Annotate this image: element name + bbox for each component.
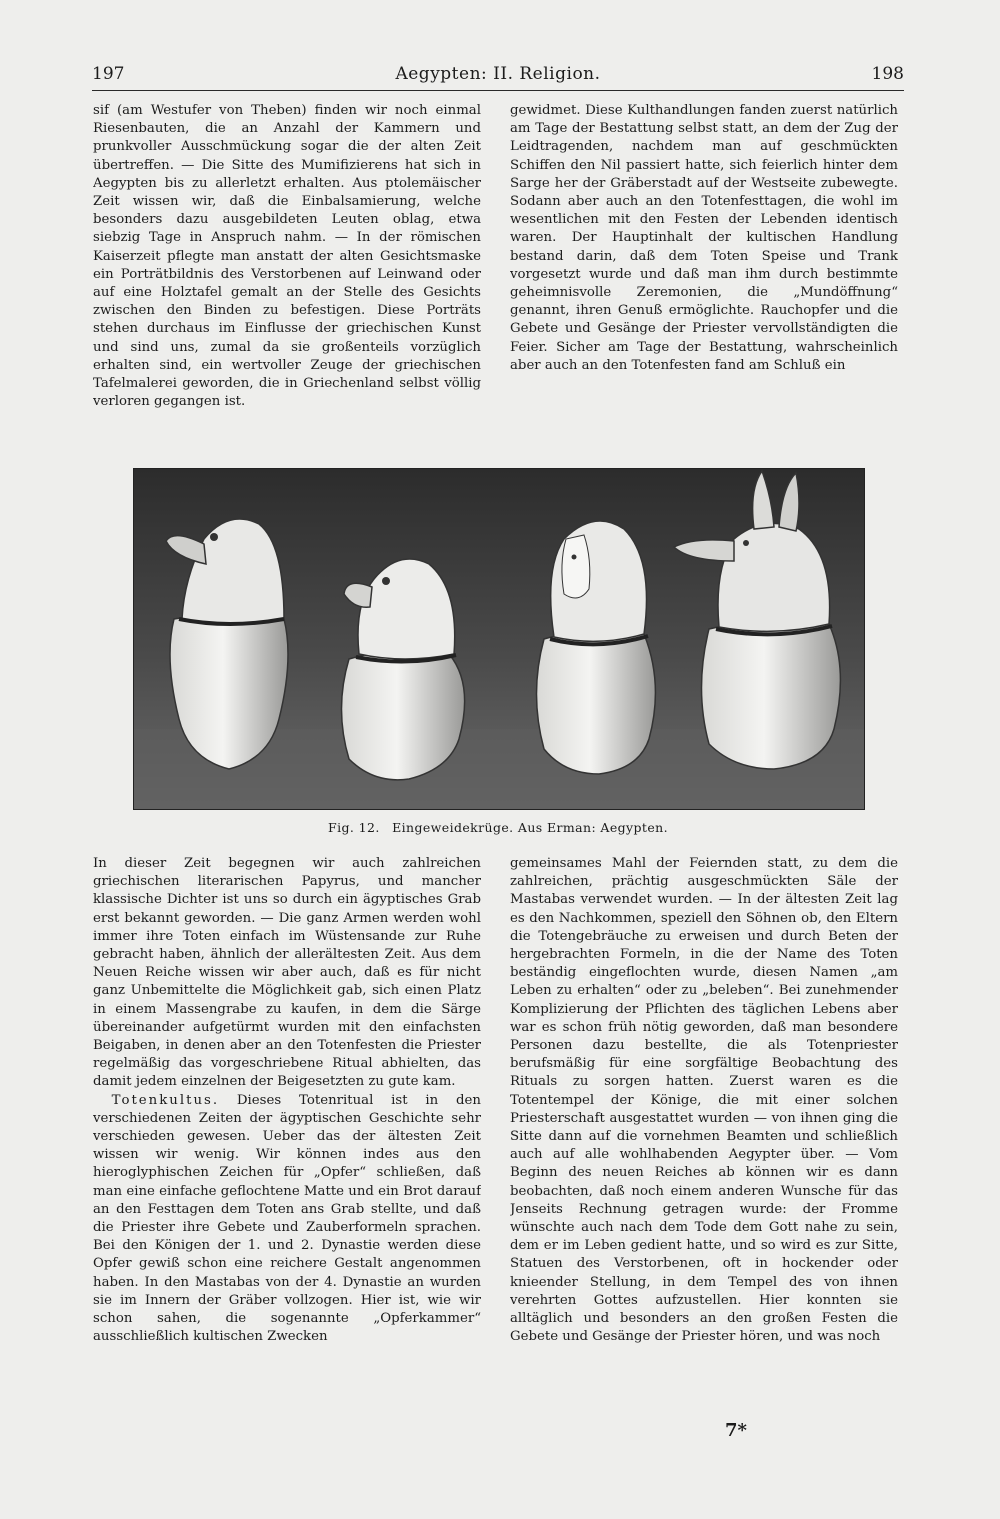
column-top-right <box>510 102 898 448</box>
page-number-left: 197 <box>92 64 125 84</box>
figure-caption <box>133 820 863 835</box>
jar-falcon <box>342 559 465 780</box>
paragraph: In dieser Zeit begegnen wir auch zahlreichen griechischen literarischen Papyrus, und mancher klassische Dichter ist uns so durch ein ägyptisches Grab erst bekannt geworden. — Die ganz Armen werden wohl immer ihre Toten einfach im Wüstensande zur Ruhe gebracht haben, ähnlich der allerältesten Zeit. Aus dem Neuen Reiche wissen wir aber auch, daß es für nicht ganz Unbemittelte die Möglichkeit gab, sich einen Platz in einem Massengrabe zu kaufen, in dem die Särge übereinander aufgetürmt wurden mit den einfachsten Beigaben, in denen aber an den Totenfesten die Priester regelmäßig das vorgeschriebene Ritual abhielten, das damit jedem einzelnen der Beigesetzten zu gute kam. <box>93 856 481 1090</box>
page-header <box>92 62 904 91</box>
running-title: Aegypten: II. Religion. <box>395 64 601 84</box>
canopic-jars-illustration <box>134 469 864 809</box>
column-top-left <box>93 102 481 448</box>
figure-caption-text: Eingeweidekrüge. Aus Erman: Aegypten. <box>392 820 668 835</box>
paragraph: gemeinsames Mahl der Feiernden statt, zu dem die zahlreichen, prächtig ausgeschmückten Säle der Mastabas verwendet wurden. — In der ältesten Zeit lag es den Nachkommen, speziell den Söhnen ob, den Eltern die Totengebräuche zu erweisen und durch Beten der hergebrachten Formeln, in die der Name des Toten beständig eingeflochten wurde, diesen Namen „am Leben zu erhalten“ oder zu „beleben“. Bei zunehmender Komplizierung der Pflichten des täglichen Lebens aber war es schon früh nötig geworden, daß man besondere Personen dazu bestellte, die als Totenpriester berufsmäßig für eine sorgfältige Beobachtung des Rituals zu sorgen hatten. Zuerst waren es die Totentempel der Könige, die mit einer solchen Priesterschaft ausgestattet wurden — von ihnen ging die Sitte dann auf die vornehmen Beamten und schließlich auch auf alle wohlhabenden Aegypter über. — Vom Beginn des neuen Reiches ab können wir es dann beobachten, daß noch einem anderen Wunsche für das Jenseits Rechnung getragen wurde: der Fromme wünschte auch nach dem Tode dem Gott nahe zu sein, dem er im Leben gedient hatte, und so wird es zur Sitte, Statuen des Verstorbenen, oft in hockender oder knieender Stellung, in dem Tempel des von ihnen verehrten Gottes aufzustellen. Hier konnten sie alltäglich und besonders an den großen Festen die Gebete und Gesänge der Priester hören, und was noch <box>510 856 898 1345</box>
paragraph: gewidmet. Diese Kulthandlungen fanden zuerst natürlich am Tage der Bestattung selbst statt, an dem der Zug der Leidtragenden, nachdem man auf geschmückten Schiffen den Nil passiert hatte, sich feierlich hinter dem Sarge her der Gräberstadt auf der Westseite zubewegte. Sodann aber auch an den Totenfesttagen, die wohl im wesentlichen mit den Festen der Lebenden identisch waren. Der Hauptinhalt der kultischen Handlung bestand darin, daß dem Toten Speise und Trank vorgesetzt wurde und daß man ihm durch bestimmte geheimnisvolle Zeremonien, die „Mundöffnung“ genannt, ihren Genuß ermöglichte. Rauchopfer und die Gebete und Gesänge der Priester vervollständigten die Feier. Sicher am Tage der Bestattung, wahrscheinlich aber auch an den Totenfesten fand am Schluß ein <box>510 103 898 373</box>
page-number-right: 198 <box>871 64 904 84</box>
paragraph-text: Dieses Totenritual ist in den verschiedenen Zeiten der ägyptischen Geschichte sehr verschieden gewesen. Ueber das der ältesten Zeit wissen wir wenig. Wir können indes aus den hieroglyphischen Zeichen für „Opfer“ schließen, daß man eine einfache geflochtene Matte und ein Brot darauf an den Festtagen dem Toten ans Grab stellte, und daß die Priester ihre Gebete und Zauberformeln sprachen. Bei den Königen der 1. und 2. Dynastie werden diese Opfer gewiß schon eine reichere Gestalt angenommen haben. In den Mastabas von der 4. Dynastie an wurden sie im Innern der Gräber vollzogen. Hier ist, wie wir schon sahen, die sogenannte „Opferkammer“ ausschließlich kultischen Zwecken <box>93 1092 481 1345</box>
signature-mark: 7* <box>725 1420 747 1441</box>
figure-canopic-jars <box>133 468 865 810</box>
jar-human <box>537 521 656 774</box>
column-bottom-right <box>510 855 898 1415</box>
jar-baboon <box>166 519 288 769</box>
paragraph <box>93 1092 481 1347</box>
column-bottom-left <box>93 855 481 1415</box>
paragraph: sif (am Westufer von Theben) finden wir noch einmal Riesenbauten, die an Anzahl der Kammern und prunkvoller Ausschmückung sogar die der alten Zeit übertreffen. — Die Sitte des Mumifizierens hat sich in Aegypten bis zu allerletzt erhalten. Aus ptolemäischer Zeit wissen wir, daß die Einbalsamierung, welche besonders dazu ausgebildeten Leuten oblag, etwa siebzig Tage in Anspruch nahm. — In der römischen Kaiserzeit pflegte man anstatt der alten Gesichtsmaske ein Porträtbildnis des Verstorbenen auf Leinwand oder auf eine Holztafel gemalt an der Stelle des Gesichts zwischen den Binden zu befestigen. Diese Porträts stehen durchaus im Einflusse der griechischen Kunst und sind uns, zumal da sie großenteils vorzüglich erhalten sind, ein wertvoller Zeuge der griechischen Tafelmalerei geworden, die in Griechenland selbst völlig verloren gegangen ist. <box>93 103 481 410</box>
figure-label: Fig. 12. <box>328 820 380 835</box>
section-lead: Totenkultus. <box>111 1092 220 1108</box>
